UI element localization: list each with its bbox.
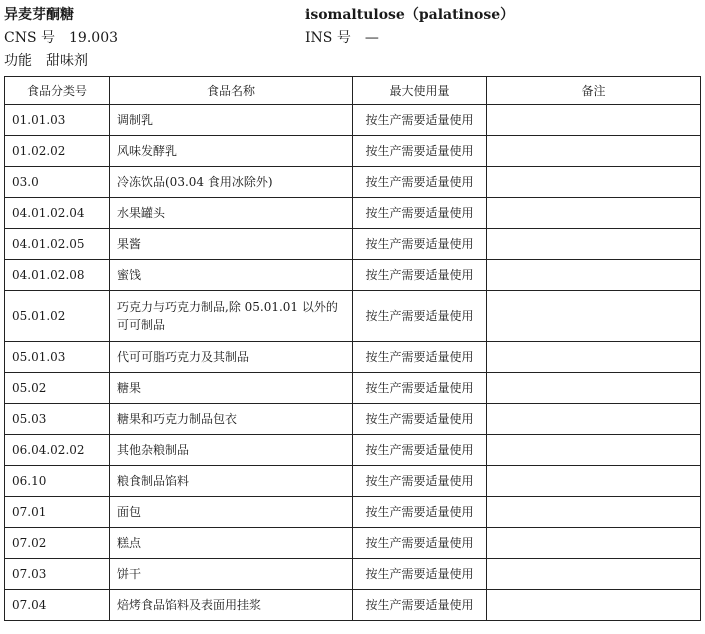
table-row — [5, 342, 701, 373]
category-code: 07.02 — [5, 528, 110, 559]
function — [4, 53, 88, 69]
remarks — [487, 105, 701, 136]
header-max-usage: 最大使用量 — [353, 77, 487, 105]
food-name: 风味发酵乳 — [110, 136, 353, 167]
function-value: 甜味剂 — [46, 53, 88, 69]
table-row — [5, 497, 701, 528]
category-code: 03.0 — [5, 167, 110, 198]
table-header-row — [5, 77, 701, 105]
category-code: 01.02.02 — [5, 136, 110, 167]
remarks — [487, 590, 701, 621]
food-name: 面包 — [110, 497, 353, 528]
category-code: 04.01.02.08 — [5, 260, 110, 291]
table-row — [5, 167, 701, 198]
max-usage: 按生产需要适量使用 — [353, 342, 487, 373]
remarks — [487, 167, 701, 198]
remarks — [487, 404, 701, 435]
remarks — [487, 466, 701, 497]
category-code: 05.01.03 — [5, 342, 110, 373]
food-name: 果酱 — [110, 229, 353, 260]
max-usage: 按生产需要适量使用 — [353, 497, 487, 528]
remarks — [487, 528, 701, 559]
table-row — [5, 291, 701, 342]
additive-name-chinese: 异麦芽酮糖 — [4, 7, 74, 23]
food-name: 饼干 — [110, 559, 353, 590]
remarks — [487, 435, 701, 466]
food-name: 调制乳 — [110, 105, 353, 136]
max-usage: 按生产需要适量使用 — [353, 435, 487, 466]
category-code: 07.01 — [5, 497, 110, 528]
table-row — [5, 559, 701, 590]
food-name: 巧克力与巧克力制品,除 05.01.01 以外的可可制品 — [110, 291, 353, 342]
food-name: 糕点 — [110, 528, 353, 559]
max-usage: 按生产需要适量使用 — [353, 136, 487, 167]
food-name: 其他杂粮制品 — [110, 435, 353, 466]
remarks — [487, 229, 701, 260]
remarks — [487, 260, 701, 291]
max-usage: 按生产需要适量使用 — [353, 229, 487, 260]
remarks — [487, 342, 701, 373]
remarks — [487, 136, 701, 167]
food-name: 糖果 — [110, 373, 353, 404]
category-code: 04.01.02.04 — [5, 198, 110, 229]
table-row — [5, 528, 701, 559]
category-code: 07.03 — [5, 559, 110, 590]
additive-name-english: isomaltulose（palatinose） — [305, 7, 515, 23]
max-usage: 按生产需要适量使用 — [353, 260, 487, 291]
remarks — [487, 198, 701, 229]
max-usage: 按生产需要适量使用 — [353, 291, 487, 342]
max-usage: 按生产需要适量使用 — [353, 167, 487, 198]
category-code: 06.10 — [5, 466, 110, 497]
cns-label: CNS 号 — [4, 30, 56, 46]
max-usage: 按生产需要适量使用 — [353, 559, 487, 590]
remarks — [487, 373, 701, 404]
remarks — [487, 497, 701, 528]
category-code: 05.03 — [5, 404, 110, 435]
category-code: 05.01.02 — [5, 291, 110, 342]
max-usage: 按生产需要适量使用 — [353, 528, 487, 559]
max-usage: 按生产需要适量使用 — [353, 590, 487, 621]
food-name: 糖果和巧克力制品包衣 — [110, 404, 353, 435]
max-usage: 按生产需要适量使用 — [353, 198, 487, 229]
header-food-name: 食品名称 — [110, 77, 353, 105]
max-usage: 按生产需要适量使用 — [353, 373, 487, 404]
table-row — [5, 435, 701, 466]
max-usage: 按生产需要适量使用 — [353, 404, 487, 435]
category-code: 06.04.02.02 — [5, 435, 110, 466]
food-name: 冷冻饮品(03.04 食用冰除外) — [110, 167, 353, 198]
food-name: 焙烤食品馅料及表面用挂浆 — [110, 590, 353, 621]
max-usage: 按生产需要适量使用 — [353, 105, 487, 136]
food-name: 水果罐头 — [110, 198, 353, 229]
table-row — [5, 105, 701, 136]
category-code: 07.04 — [5, 590, 110, 621]
table-row — [5, 590, 701, 621]
table-row — [5, 373, 701, 404]
table-row — [5, 198, 701, 229]
table-row — [5, 466, 701, 497]
table-row — [5, 404, 701, 435]
remarks — [487, 291, 701, 342]
function-label: 功能 — [4, 53, 32, 69]
table-row — [5, 229, 701, 260]
cns-number — [4, 30, 118, 46]
max-usage: 按生产需要适量使用 — [353, 466, 487, 497]
table-row — [5, 260, 701, 291]
remarks — [487, 559, 701, 590]
ins-value: — — [364, 30, 379, 46]
usage-table — [4, 76, 701, 621]
header-remarks: 备注 — [487, 77, 701, 105]
category-code: 04.01.02.05 — [5, 229, 110, 260]
food-name: 粮食制品馅料 — [110, 466, 353, 497]
ins-number — [305, 30, 379, 46]
category-code: 01.01.03 — [5, 105, 110, 136]
table-row — [5, 136, 701, 167]
category-code: 05.02 — [5, 373, 110, 404]
food-name: 蜜饯 — [110, 260, 353, 291]
food-name: 代可可脂巧克力及其制品 — [110, 342, 353, 373]
cns-value: 19.003 — [69, 30, 119, 46]
ins-label: INS 号 — [305, 30, 351, 46]
header-category-code: 食品分类号 — [5, 77, 110, 105]
